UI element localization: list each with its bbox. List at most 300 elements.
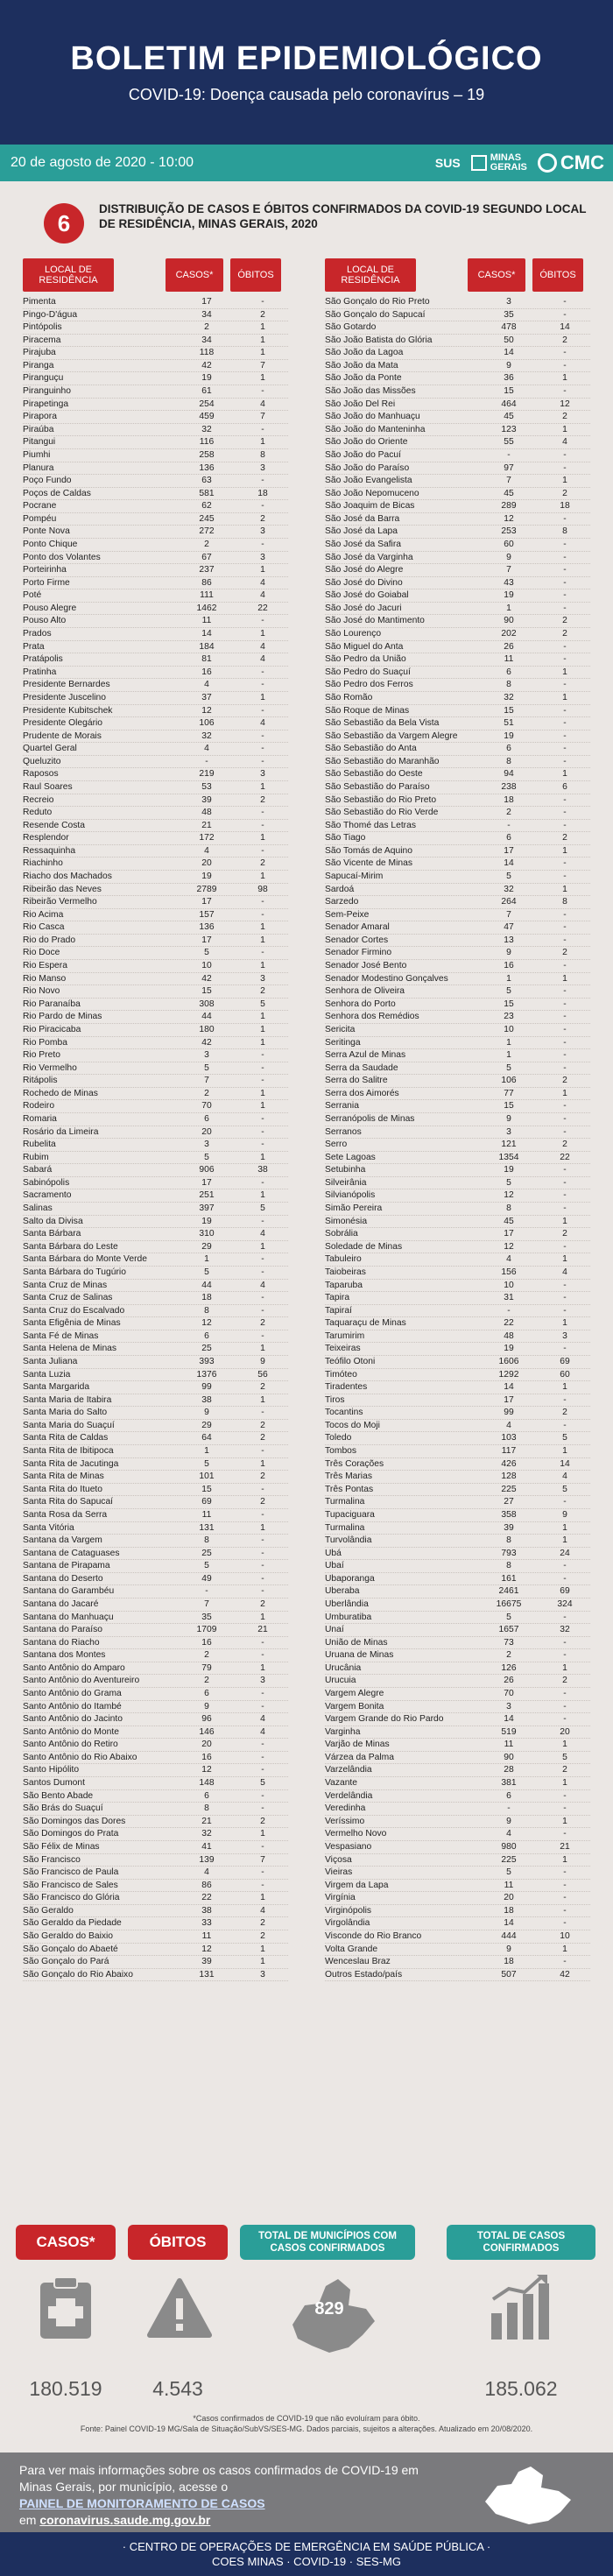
obitos-cell: 1 [562, 973, 567, 984]
obitos-cell: 1 [562, 1216, 567, 1226]
obitos-cell: - [261, 1752, 264, 1762]
table-row [23, 1253, 288, 1267]
casos-cell: 44 [201, 1012, 212, 1022]
municipality-name: Ubaporanga [325, 1573, 375, 1584]
casos-cell: 39 [201, 794, 212, 805]
table-row [23, 768, 288, 781]
municipality-name: Turvolândia [325, 1535, 372, 1546]
table-row [23, 436, 288, 449]
table-row [23, 1458, 288, 1471]
municipality-name: São João Batista do Glória [325, 335, 433, 345]
cmc-logo-text: CMC [560, 152, 604, 173]
municipality-name: São João das Missões [325, 386, 416, 397]
table-row [325, 1203, 590, 1216]
obitos-cell: - [563, 1394, 567, 1405]
casos-cell: 6 [506, 744, 511, 754]
table-row [325, 1764, 590, 1777]
obitos-cell: - [563, 1190, 567, 1201]
casos-cell: 20 [201, 1126, 212, 1137]
municipality-name: Varjão de Minas [325, 1740, 390, 1750]
casos-cell: 11 [504, 1880, 514, 1890]
table-row [325, 513, 590, 526]
casos-cell: 4 [204, 845, 209, 856]
municipality-name: Santo Antônio do Grama [23, 1689, 122, 1699]
table-row [23, 1573, 288, 1586]
casos-cell: 86 [201, 1880, 212, 1890]
casos-cell: 2 [204, 1650, 209, 1661]
table-row [23, 589, 288, 603]
municipality-name: Silveirânia [325, 1177, 367, 1188]
table-row [23, 296, 288, 309]
casos-cell: 16 [201, 667, 212, 677]
casos-cell: 2 [204, 539, 209, 549]
table-row [325, 1944, 590, 1957]
municipality-name: Simão Pereira [325, 1203, 383, 1214]
table-row [325, 526, 590, 539]
table-row [325, 411, 590, 424]
obitos-cell: 9 [260, 1356, 265, 1366]
municipality-name: São João da Ponte [325, 373, 402, 384]
table-row [325, 896, 590, 909]
obitos-cell: 1 [562, 1944, 567, 1954]
table-row [325, 399, 590, 412]
municipality-name: Tiradentes [325, 1382, 368, 1393]
obitos-cell: - [563, 820, 567, 830]
casos-cell: 35 [504, 309, 514, 320]
casos-cell: 39 [504, 1522, 514, 1533]
municipality-name: Urucuia [325, 1676, 356, 1686]
obitos-cell: - [563, 794, 567, 805]
obitos-cell: 4 [260, 654, 265, 665]
obitos-cell: - [261, 705, 264, 716]
table-row [325, 768, 590, 781]
obitos-cell: 7 [260, 412, 265, 422]
table-row [325, 449, 590, 462]
casos-cell: 4 [506, 1420, 511, 1430]
obitos-cell: 1 [260, 1012, 265, 1022]
municipality-name: Turmalina [325, 1497, 365, 1507]
casos-cell: 478 [501, 322, 517, 333]
obitos-cell: 1 [260, 437, 265, 448]
footnote-source: Fonte: Painel COVID-19 MG/Sala de Situação/SubVS/SES-MG. Dados parciais, sujeitos a alterações. Atualizado em 20/08/2020. [80, 2424, 533, 2433]
municipality-name: Senhora de Oliveira [325, 986, 405, 997]
municipality-name: Vespasiano [325, 1841, 372, 1852]
casos-cell: 5 [506, 1867, 511, 1878]
municipality-name: Santa Cruz do Escalvado [23, 1305, 125, 1316]
casos-cell: 2 [506, 1650, 511, 1661]
municipality-name: São Gonçalo do Sapucaí [325, 309, 426, 320]
obitos-cell: - [261, 1446, 264, 1457]
table-row [325, 1317, 590, 1330]
casos-cell: 37 [201, 692, 212, 702]
municipality-name: Pitangui [23, 437, 56, 448]
municipality-name: Uberlândia [325, 1599, 369, 1609]
obitos-cell: 2 [260, 1816, 265, 1826]
table-row [23, 756, 288, 769]
table-row [23, 1637, 288, 1650]
obitos-cell: 2 [260, 1318, 265, 1329]
municipality-name: Santa Fé de Minas [23, 1330, 99, 1341]
obitos-cell: - [563, 348, 567, 358]
table-row [23, 1152, 288, 1165]
casos-cell: 3 [506, 1126, 511, 1137]
obitos-cell: - [261, 1586, 264, 1597]
obitos-cell: 4 [562, 1471, 567, 1482]
obitos-cell: 42 [560, 1969, 570, 1980]
obitos-cell: 8 [562, 526, 567, 537]
casos-cell: 238 [501, 781, 517, 792]
casos-cell: 202 [501, 629, 517, 639]
municipality-name: Urucânia [325, 1662, 362, 1673]
obitos-cell: 18 [560, 501, 570, 512]
monitoring-panel-link[interactable]: PAINEL DE MONITORAMENTO DE CASOS [19, 2496, 265, 2510]
casos-cell: 6 [204, 1790, 209, 1801]
table-row [23, 921, 288, 935]
casos-cell: 4 [204, 680, 209, 690]
municipality-name: Três Pontas [325, 1484, 374, 1494]
casos-cell: 44 [201, 1280, 212, 1290]
obitos-cell: 5 [562, 1484, 567, 1494]
table-row [325, 1662, 590, 1676]
obitos-cell: - [261, 1509, 264, 1520]
obitos-cell: - [563, 730, 567, 741]
municipality-name: Santa Bárbara do Monte Verde [23, 1254, 147, 1265]
municipality-name: São Sebastião do Anta [325, 744, 417, 754]
right-obitos-header: ÓBITOS [532, 258, 583, 292]
casos-cell: 289 [501, 501, 517, 512]
casos-cell: 22 [201, 1893, 212, 1903]
casos-cell: 2461 [498, 1586, 519, 1597]
municipality-name: Recreio [23, 794, 54, 805]
municipality-name: São João da Mata [325, 360, 398, 371]
obitos-cell: 2 [260, 1497, 265, 1507]
table-row [325, 1777, 590, 1790]
total-casos-summary-label: TOTAL DE CASOS CONFIRMADOS [447, 2225, 595, 2260]
obitos-cell: 1 [260, 348, 265, 358]
table-row [325, 321, 590, 335]
casos-cell: 136 [199, 462, 215, 473]
municipality-name: Reduto [23, 808, 53, 818]
municipality-name: Tombos [325, 1446, 357, 1457]
casos-cell: 53 [201, 781, 212, 792]
table-row [325, 1649, 590, 1662]
obitos-cell: - [563, 1893, 567, 1903]
obitos-cell: 1 [260, 1241, 265, 1252]
table-row [23, 372, 288, 385]
obitos-cell: 1 [260, 565, 265, 575]
obitos-cell: 2 [260, 1918, 265, 1929]
obitos-cell: - [563, 1497, 567, 1507]
municipality-name: Tapira [325, 1293, 350, 1303]
municipality-name: Piracema [23, 335, 61, 345]
casos-cell: 25 [201, 1548, 212, 1558]
obitos-cell: 1 [562, 1662, 567, 1673]
casos-cell: 2 [204, 1676, 209, 1686]
table-row [23, 1892, 288, 1905]
table-row [23, 321, 288, 335]
obitos-cell: - [563, 999, 567, 1009]
obitos-cell: - [563, 858, 567, 869]
obitos-cell: - [563, 1829, 567, 1839]
casos-cell: 15 [504, 999, 514, 1009]
obitos-cell: 3 [260, 769, 265, 780]
obitos-cell: 4 [260, 399, 265, 409]
casos-cell: 5 [506, 872, 511, 882]
obitos-cell: - [563, 756, 567, 766]
casos-cell: 61 [201, 386, 212, 397]
table-row [23, 794, 288, 808]
casos-cell: 8 [506, 756, 511, 766]
municipality-name: Santa Maria do Salto [23, 1408, 108, 1418]
table-row [23, 1917, 288, 1930]
casos-cell: 161 [501, 1573, 517, 1584]
obitos-cell: 2 [260, 986, 265, 997]
table-row [325, 1816, 590, 1829]
municipality-name: Teixeiras [325, 1344, 361, 1354]
municipality-name: São Francisco de Paula [23, 1867, 119, 1878]
casos-cell: 60 [504, 539, 514, 549]
municipality-name: Umburatiba [325, 1612, 372, 1622]
site-link[interactable]: coronavirus.saude.mg.gov.br [39, 2513, 211, 2527]
municipality-name: Senhora dos Remédios [325, 1012, 419, 1022]
obitos-cell: 1 [562, 667, 567, 677]
municipality-name: Romaria [23, 1114, 57, 1124]
casos-cell: 15 [201, 1484, 212, 1494]
table-row [23, 1752, 288, 1765]
casos-cell: 67 [201, 552, 212, 562]
obitos-cell: 21 [257, 1625, 268, 1635]
casos-cell: 18 [504, 1957, 514, 1967]
obitos-cell: 2 [562, 616, 567, 626]
municipality-name: Vieiras [325, 1867, 353, 1878]
footer-line-2: COES MINAS · COVID-19 · SES-MG [212, 2555, 401, 2568]
municipality-name: Riacho dos Machados [23, 872, 112, 882]
obitos-cell: 1 [562, 884, 567, 894]
table-row [325, 1407, 590, 1420]
left-casos-header: CASOS* [166, 258, 223, 292]
obitos-cell: 2 [260, 1471, 265, 1482]
municipality-name: Virgínia [325, 1893, 356, 1903]
obitos-cell: 2 [562, 1140, 567, 1150]
obitos-cell: 3 [260, 1676, 265, 1686]
municipality-name: São Geraldo do Baixio [23, 1931, 114, 1941]
casos-cell: 19 [201, 373, 212, 384]
table-row [325, 335, 590, 348]
municipality-name: Santa Bárbara do Leste [23, 1241, 118, 1252]
obitos-cell: 9 [562, 1509, 567, 1520]
table-row [325, 1394, 590, 1408]
clipboard-icon [35, 2276, 96, 2340]
table-row [23, 1944, 288, 1957]
casos-cell: 20 [504, 1893, 514, 1903]
casos-cell: 172 [199, 833, 215, 843]
casos-cell: 48 [201, 808, 212, 818]
obitos-cell: - [563, 577, 567, 588]
table-row [23, 513, 288, 526]
table-row [23, 462, 288, 476]
table-row [325, 641, 590, 654]
municipality-name: São Francisco de Sales [23, 1880, 118, 1890]
municipality-name: Rio Doce [23, 948, 60, 958]
table-row [23, 679, 288, 692]
municipality-name: Unaí [325, 1625, 344, 1635]
casos-cell: 581 [199, 488, 215, 498]
casos-cell: 8 [506, 1203, 511, 1214]
table-row [23, 1828, 288, 1841]
municipality-name: São Pedro da União [325, 654, 406, 665]
casos-cell: 55 [504, 437, 514, 448]
municipality-name: Tabuleiro [325, 1254, 362, 1265]
casos-cell: 12 [504, 513, 514, 524]
municipality-name: Santos Dumont [23, 1778, 85, 1789]
obitos-cell: - [563, 641, 567, 652]
municipality-name: Taquaraçu de Minas [325, 1318, 406, 1329]
table-row [325, 845, 590, 858]
casos-cell: 34 [201, 309, 212, 320]
table-row [23, 1292, 288, 1305]
obitos-cell: - [563, 1050, 567, 1061]
casos-cell: 8 [506, 1535, 511, 1546]
municipality-name: Santa Margarida [23, 1382, 90, 1393]
municipality-name: São João do Manhuaçu [325, 412, 420, 422]
casos-cell: 32 [504, 884, 514, 894]
obitos-cell: - [261, 1867, 264, 1878]
casos-cell: 42 [201, 360, 212, 371]
minas-gerais-outline-icon [473, 2463, 595, 2528]
casos-cell: 464 [501, 399, 517, 409]
municipality-name: Tiros [325, 1394, 345, 1405]
obitos-cell: - [261, 1305, 264, 1316]
casos-cell: 126 [501, 1662, 517, 1673]
obitos-cell: 4 [260, 1229, 265, 1239]
obitos-cell: 4 [562, 437, 567, 448]
obitos-cell: - [563, 654, 567, 665]
table-row [325, 1228, 590, 1241]
obitos-cell: 2 [562, 335, 567, 345]
casos-cell: 519 [501, 1726, 517, 1737]
obitos-cell: 3 [260, 1969, 265, 1980]
municipality-name: São Domingos do Prata [23, 1829, 119, 1839]
casos-cell: 12 [201, 705, 212, 716]
table-row [23, 1548, 288, 1561]
left-local-header: LOCAL DE RESIDÊNCIA [23, 258, 114, 292]
municipality-name: São João Del Rei [325, 399, 396, 409]
table-row [23, 1649, 288, 1662]
municipality-name: Raul Soares [23, 781, 73, 792]
casos-cell: 9 [506, 1114, 511, 1124]
municipality-name: Santana do Jacaré [23, 1599, 99, 1609]
casos-cell: 459 [199, 412, 215, 422]
municipality-name: São Sebastião do Maranhão [325, 756, 440, 766]
obitos-cell: 60 [560, 1369, 570, 1380]
obitos-cell: 24 [560, 1548, 570, 1558]
casos-cell: 9 [506, 552, 511, 562]
casos-cell: 7 [204, 1599, 209, 1609]
casos-cell: 17 [201, 297, 212, 307]
casos-cell: 9 [204, 1701, 209, 1711]
table-row [23, 449, 288, 462]
table-row [325, 577, 590, 590]
casos-cell: 50 [504, 335, 514, 345]
obitos-cell: 14 [560, 1458, 570, 1469]
table-row [23, 577, 288, 590]
bar-chart-icon [486, 2273, 556, 2341]
municipality-name: Rio Manso [23, 973, 67, 984]
table-row [325, 1509, 590, 1522]
municipality-name: São Pedro do Suaçuí [325, 667, 411, 677]
table-row [325, 921, 590, 935]
municipality-name: Piranguinho [23, 386, 71, 397]
casos-cell: 51 [504, 718, 514, 729]
table-row [325, 1969, 590, 1982]
table-row [23, 1062, 288, 1076]
table-row [325, 794, 590, 808]
municipality-name: Uruana de Minas [325, 1650, 394, 1661]
table-row [325, 1100, 590, 1113]
municipality-name: Tocantins [325, 1408, 363, 1418]
casos-cell: 63 [201, 476, 212, 486]
table-row [325, 1152, 590, 1165]
casos-cell: 12 [201, 1944, 212, 1954]
obitos-cell: - [563, 1101, 567, 1112]
obitos-cell: - [563, 1573, 567, 1584]
municipality-name: Pingo-D'água [23, 309, 78, 320]
casos-cell: 17 [201, 1177, 212, 1188]
municipality-name: Rio Piracicaba [23, 1024, 81, 1034]
table-row [325, 1892, 590, 1905]
obitos-cell: 2 [260, 1433, 265, 1443]
table-row [325, 1880, 590, 1893]
casos-cell: 7 [506, 565, 511, 575]
table-row [325, 1612, 590, 1625]
municipality-name: São Brás do Suaçuí [23, 1803, 103, 1814]
municipality-name: Veredinha [325, 1803, 366, 1814]
obitos-cell: - [261, 845, 264, 856]
municipality-name: Sete Lagoas [325, 1152, 376, 1162]
casos-cell: 69 [201, 1497, 212, 1507]
table-row [325, 1062, 590, 1076]
municipality-name: São José da Safira [325, 539, 402, 549]
municipality-name: Senhora do Porto [325, 999, 396, 1009]
obitos-cell: - [563, 1305, 567, 1316]
casos-cell: 70 [504, 1689, 514, 1699]
casos-cell: 45 [504, 1216, 514, 1226]
casos-cell: 245 [199, 513, 215, 524]
table-row [23, 1216, 288, 1229]
casos-cell: 99 [504, 1408, 514, 1418]
table-row [325, 1790, 590, 1803]
table-row [23, 935, 288, 948]
municipality-name: Presidente Bernardes [23, 680, 110, 690]
obitos-cell: - [563, 1689, 567, 1699]
municipality-name: São João do Manteninha [325, 424, 426, 434]
obitos-cell: - [563, 309, 567, 320]
table-row [325, 1688, 590, 1701]
obitos-cell: 69 [560, 1586, 570, 1597]
municipality-name: Timóteo [325, 1369, 357, 1380]
casos-cell: 12 [201, 1765, 212, 1775]
municipality-name: São João do Pacuí [325, 449, 402, 460]
casos-cell: 6 [506, 833, 511, 843]
table-row [325, 1956, 590, 1969]
table-row [325, 1088, 590, 1101]
municipality-name: Piranga [23, 360, 54, 371]
obitos-cell: 1 [562, 1318, 567, 1329]
obitos-cell: 1 [260, 629, 265, 639]
obitos-cell: - [261, 424, 264, 434]
obitos-cell: 1 [562, 1446, 567, 1457]
casos-cell: 20 [201, 858, 212, 869]
